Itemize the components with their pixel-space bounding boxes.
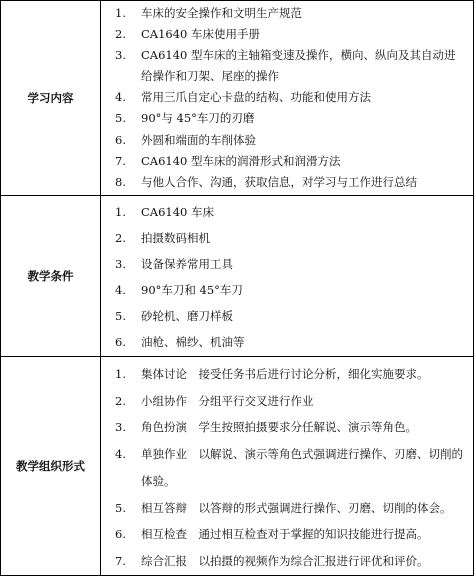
list-item [101, 151, 473, 172]
list-item [101, 548, 473, 575]
list-item [101, 225, 473, 251]
list-item [101, 24, 473, 45]
item-number: 6. [115, 335, 126, 349]
section-label: 教学条件 [1, 196, 101, 357]
item-number: 5. [115, 500, 126, 515]
list-item [101, 303, 473, 329]
list-item [101, 251, 473, 277]
section-content [101, 1, 474, 196]
item-text: 车床的安全操作和文明生产规范 [141, 6, 302, 20]
list-item [101, 329, 473, 355]
item-text: 角色扮演 学生按照拍摄要求分任解说、演示等角色。 [141, 420, 417, 435]
list-item [101, 108, 473, 129]
item-number: 3. [115, 48, 126, 63]
item-number: 2. [115, 393, 126, 408]
item-text: 常用三爪自定心卡盘的结构、功能和使用方法 [141, 90, 371, 105]
item-text: 相互检查 通过相互检查对于掌握的知识技能进行提高。 [141, 527, 429, 542]
list-item [101, 521, 473, 548]
item-text: 拍摄数码相机 [141, 231, 210, 245]
item-number: 1. [115, 205, 126, 219]
list-item [101, 277, 473, 303]
section-label: 教学组织形式 [1, 357, 101, 576]
item-text: 综合汇报 以拍摄的视频作为综合汇报进行评优和评价。 [141, 553, 429, 568]
item-text: 砂轮机、磨刀样板 [141, 309, 233, 323]
item-number: 1. [115, 367, 126, 381]
item-number: 3. [115, 257, 126, 271]
list-item [101, 3, 473, 24]
table-row [1, 1, 474, 196]
item-text: 小组协作 分组平行交叉进行作业 [141, 393, 314, 408]
item-number: 1. [115, 6, 126, 20]
item-text: CA6140 型车床的润滑形式和润滑方法 [141, 153, 341, 168]
list-item [101, 45, 473, 87]
item-number: 2. [115, 27, 126, 42]
item-list [101, 1, 473, 193]
item-text: 相互答辩 以答辩的形式强调进行操作、刃磨、切削的体会。 [141, 500, 452, 515]
item-number: 5. [115, 111, 126, 126]
table-row [1, 357, 474, 576]
item-number: 7. [115, 153, 126, 168]
item-text: 油枪、棉纱、机油等 [141, 335, 245, 349]
item-text: CA6140 型车床的主轴箱变速及操作，横向、纵向及其自动进给操作和刀架、尾座的操作 [141, 48, 456, 84]
list-item [101, 172, 473, 193]
item-text: 与他人合作、沟通，获取信息，对学习与工作进行总结 [141, 174, 417, 189]
item-number: 4. [115, 283, 126, 297]
section-content [101, 357, 474, 576]
list-item [101, 87, 473, 108]
item-text: 设备保养常用工具 [141, 257, 233, 271]
item-number: 6. [115, 527, 126, 542]
section-label: 学习内容 [1, 1, 101, 196]
item-number: 4. [115, 447, 126, 462]
list-item [101, 495, 473, 522]
item-number: 2. [115, 231, 126, 245]
list-item [101, 441, 473, 494]
item-number: 8. [115, 174, 126, 189]
item-number: 3. [115, 420, 126, 435]
section-content [101, 196, 474, 357]
item-text: 集体讨论 接受任务书后进行讨论分析，细化实施要求。 [141, 367, 429, 381]
list-item [101, 199, 473, 225]
item-text: CA1640 车床使用手册 [141, 27, 261, 42]
item-number: 4. [115, 90, 126, 105]
item-number: 7. [115, 553, 126, 568]
item-number: 6. [115, 132, 126, 147]
item-text: 90°车刀和 45°车刀 [141, 283, 243, 297]
item-text: 90°与 45°车刀的刃磨 [141, 111, 255, 126]
list-item [101, 414, 473, 441]
item-number: 5. [115, 309, 126, 323]
item-text: 外圆和端面的车削体验 [141, 132, 256, 147]
item-list [101, 357, 473, 575]
list-item [101, 388, 473, 415]
item-text: 单独作业 以解说、演示等角色式强调进行操作、刃磨、切削的体验。 [141, 447, 463, 488]
list-item [101, 130, 473, 151]
item-list [101, 196, 473, 355]
table-row [1, 196, 474, 357]
list-item [101, 361, 473, 388]
item-text: CA6140 车床 [141, 205, 215, 219]
